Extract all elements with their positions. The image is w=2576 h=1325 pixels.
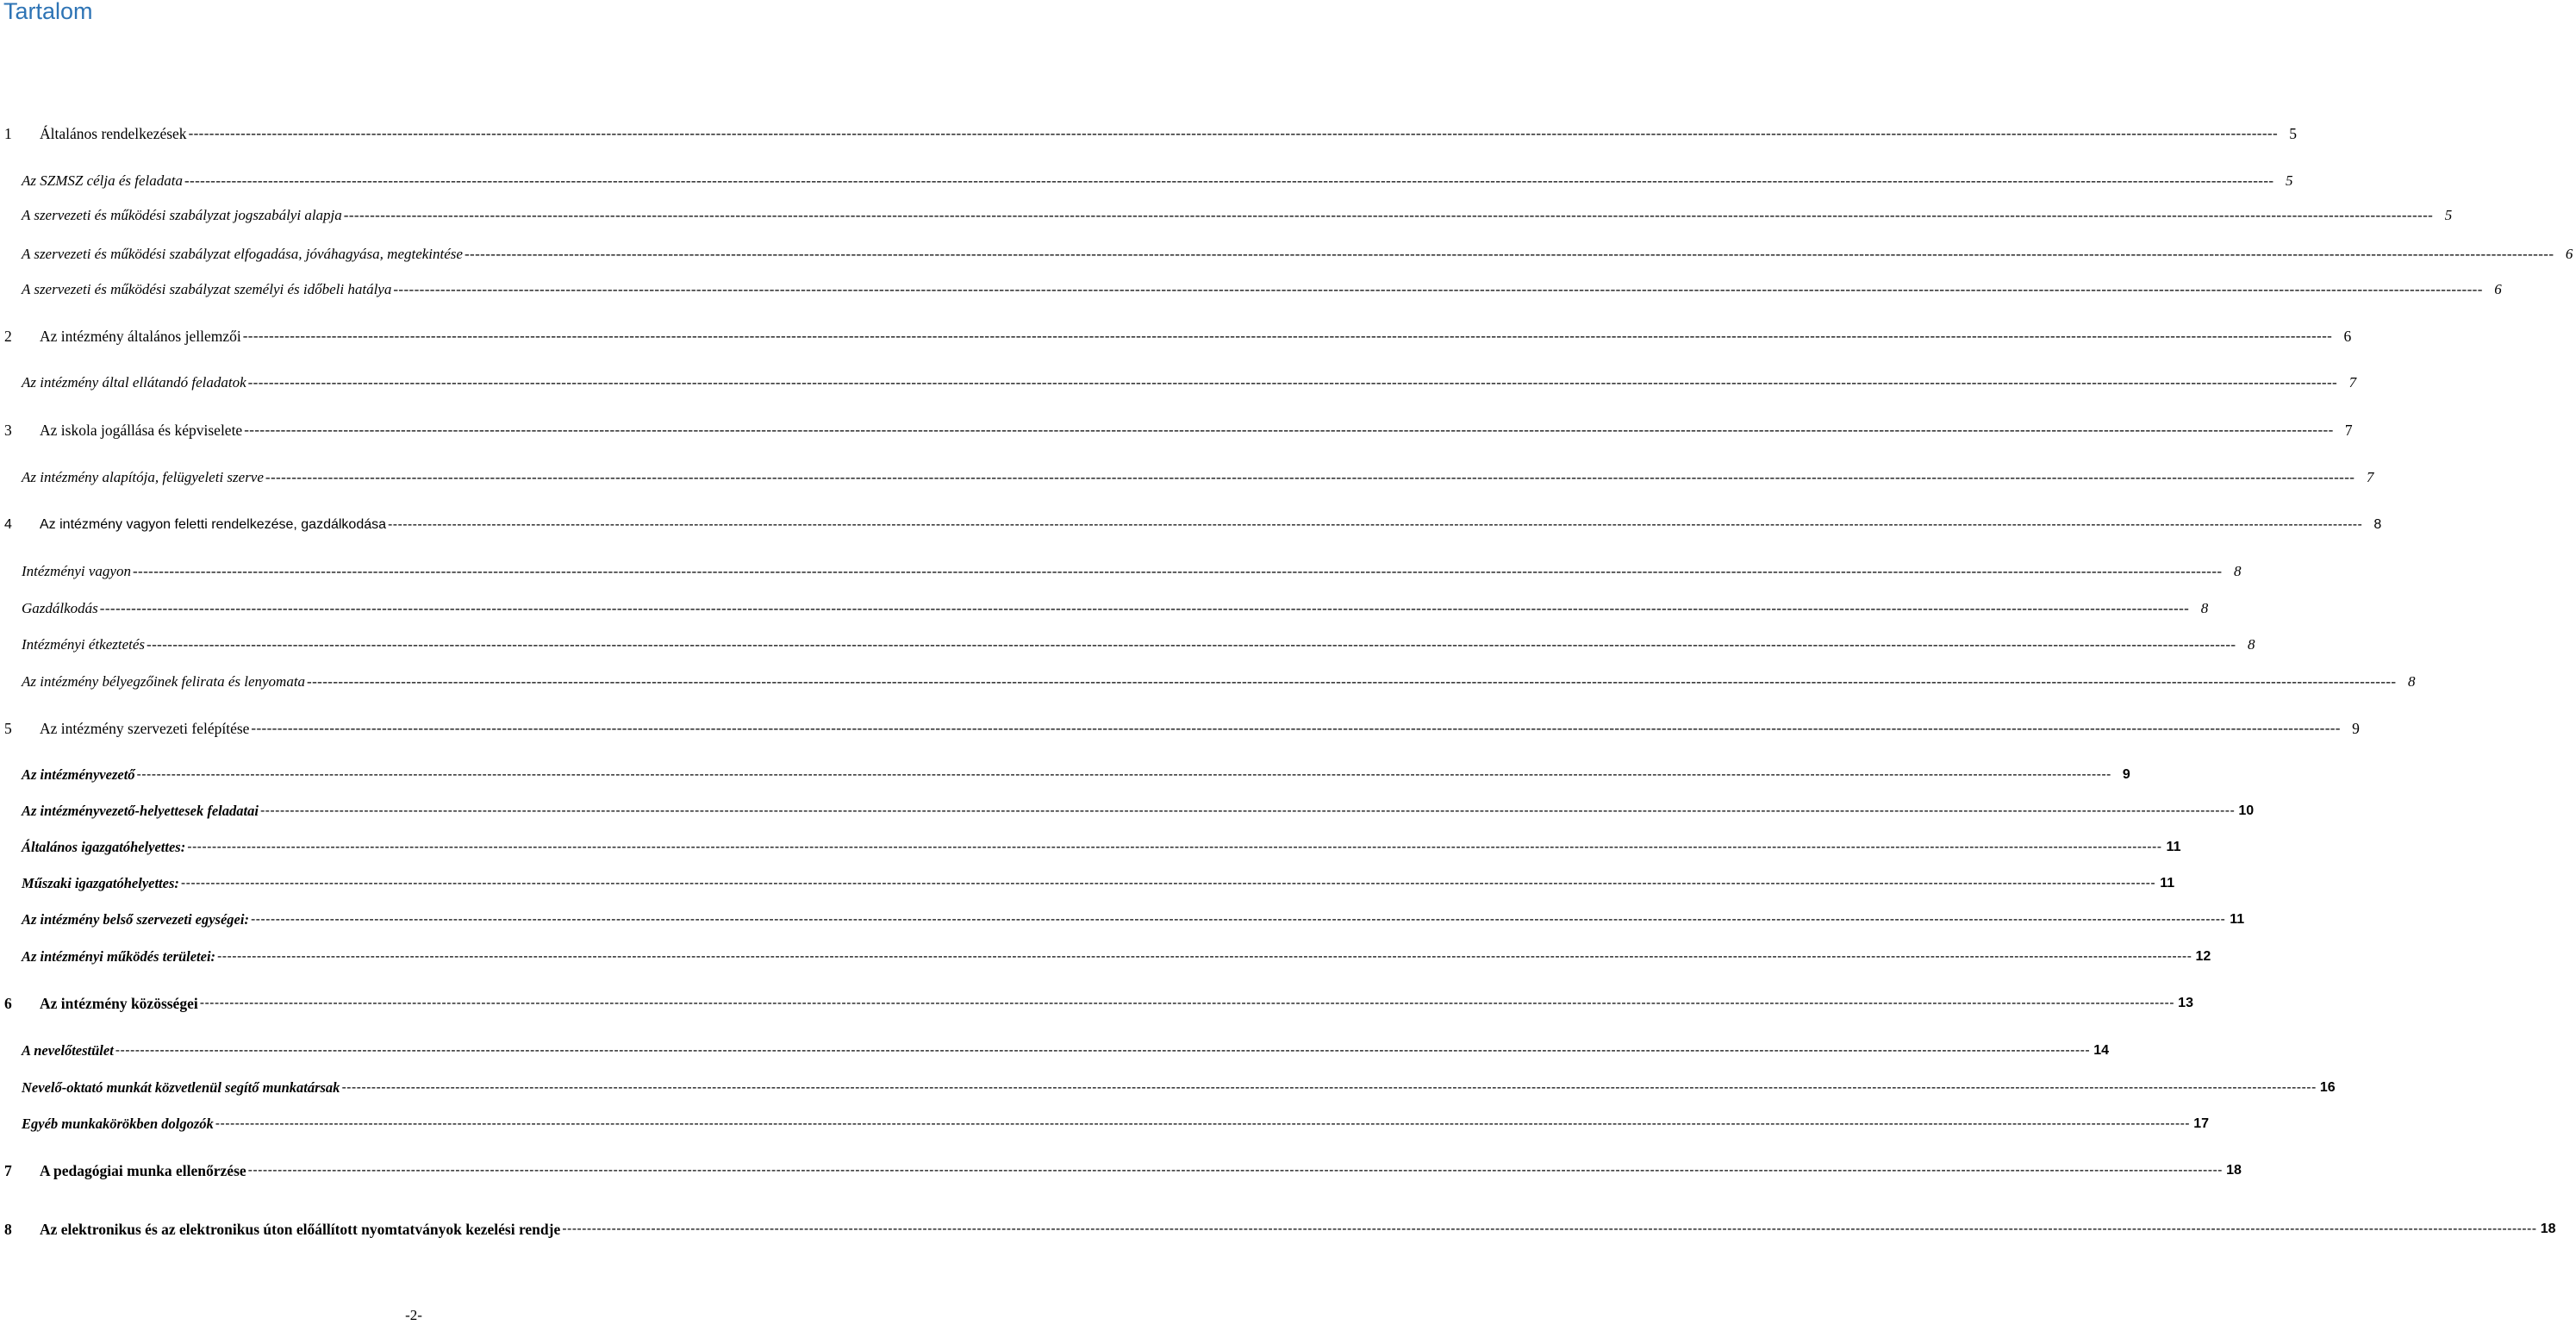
dot-leader: ----------------------------------------------------------------------------------------------------------------------------------------------------------------------------------------------------------------------------------------------------------------------------------------------------------------------------------------------------------------------------------------------------------------: [184, 172, 2274, 189]
dot-leader: ----------------------------------------------------------------------------------------------------------------------------------------------------------------------------------------------------------------------------------------------------------------------------------------------------------------------------------------------------------------------------------------------------------------: [180, 876, 2156, 891]
dot-leader: ----------------------------------------------------------------------------------------------------------------------------------------------------------------------------------------------------------------------------------------------------------------------------------------------------------------------------------------------------------------------------------------------------------------: [341, 1080, 2317, 1095]
toc-entry[interactable]: [0, 632, 2255, 658]
toc-entry[interactable]: [0, 241, 2573, 267]
toc-entry[interactable]: [0, 370, 2357, 396]
toc-entry-page: 10: [2238, 803, 2255, 818]
toc-entry[interactable]: [0, 1111, 2210, 1137]
toc-entry-number: 8: [4, 1220, 12, 1238]
toc-entry-page: 18: [2540, 1222, 2556, 1236]
dot-leader: ----------------------------------------------------------------------------------------------------------------------------------------------------------------------------------------------------------------------------------------------------------------------------------------------------------------------------------------------------------------------------------------------------------------: [199, 996, 2174, 1010]
toc-entry-number: 4: [4, 517, 12, 532]
dot-leader: ----------------------------------------------------------------------------------------------------------------------------------------------------------------------------------------------------------------------------------------------------------------------------------------------------------------------------------------------------------------------------------------------------------------: [187, 840, 2162, 854]
dot-leader: ----------------------------------------------------------------------------------------------------------------------------------------------------------------------------------------------------------------------------------------------------------------------------------------------------------------------------------------------------------------------------------------------------------------: [247, 374, 2338, 391]
toc-entry-page: 12: [2195, 949, 2211, 964]
toc-entry-number: 6: [4, 994, 12, 1012]
dot-leader: ----------------------------------------------------------------------------------------------------------------------------------------------------------------------------------------------------------------------------------------------------------------------------------------------------------------------------------------------------------------------------------------------------------------: [215, 1116, 2191, 1131]
toc-entry-label: Az intézmény belső szervezeti egységei:: [22, 911, 249, 928]
toc-entry-page: 6: [2494, 281, 2502, 297]
toc-entry-page: 16: [2319, 1080, 2336, 1095]
page-number-footer: -2-: [405, 1307, 422, 1323]
toc-entry-label: Az intézmény bélyegzőinek felirata és lenyomata: [22, 673, 306, 690]
toc-entry[interactable]: [0, 1038, 2110, 1064]
toc-entry[interactable]: [0, 716, 2360, 741]
toc-entry[interactable]: [0, 762, 2130, 788]
toc-entry-label: Az intézményvezető-helyettesek feladatai: [22, 803, 259, 819]
dot-leader: ----------------------------------------------------------------------------------------------------------------------------------------------------------------------------------------------------------------------------------------------------------------------------------------------------------------------------------------------------------------------------------------------------------------: [250, 912, 2226, 927]
dot-leader: ----------------------------------------------------------------------------------------------------------------------------------------------------------------------------------------------------------------------------------------------------------------------------------------------------------------------------------------------------------------------------------------------------------------: [136, 767, 2111, 782]
toc-entry-number: 1: [4, 124, 12, 142]
toc-entry[interactable]: [0, 907, 2245, 933]
toc-entry[interactable]: [0, 1158, 2242, 1184]
toc-entry[interactable]: [0, 168, 2293, 194]
toc-entry-label: A pedagógiai munka ellenőrzése: [40, 1161, 246, 1179]
dot-leader: ----------------------------------------------------------------------------------------------------------------------------------------------------------------------------------------------------------------------------------------------------------------------------------------------------------------------------------------------------------------------------------------------------------------: [132, 563, 2223, 579]
dot-leader: ----------------------------------------------------------------------------------------------------------------------------------------------------------------------------------------------------------------------------------------------------------------------------------------------------------------------------------------------------------------------------------------------------------------: [188, 125, 2279, 141]
toc-entry-page: 11: [2166, 840, 2181, 854]
toc-entry-label: Az intézmény szervezeti felépítése: [40, 719, 250, 737]
toc-entry-label: Gazdálkodás: [22, 600, 98, 616]
toc-entry-label: Nevelő-oktató munkát közvetlenül segítő munkatársak: [22, 1079, 340, 1096]
toc-entry-label: Műszaki igazgatóhelyettes:: [22, 875, 179, 891]
toc-entry-label: Az intézményi működés területei:: [22, 948, 216, 965]
toc-entry[interactable]: [0, 1075, 2336, 1101]
toc-entry-label: Az intézmény alapítója, felügyeleti szerve: [22, 469, 264, 485]
toc-entry-page: 11: [2160, 876, 2175, 891]
toc-entry-label: Általános igazgatóhelyettes:: [22, 839, 186, 855]
toc-entry-label: Az SZMSZ célja és feladata: [22, 172, 183, 189]
toc-entry-page: 18: [2226, 1163, 2242, 1178]
toc-title: Tartalom: [3, 0, 93, 24]
toc-entry-label: Az elektronikus és az elektronikus úton előállított nyomtatványok kezelési rendje: [40, 1220, 561, 1238]
toc-entry-page: 7: [2344, 421, 2353, 439]
toc-entry[interactable]: [0, 991, 2193, 1016]
toc-entry[interactable]: [0, 871, 2175, 897]
toc-entry-page: 7: [2366, 469, 2374, 485]
toc-entry-page: 5: [2289, 124, 2298, 142]
toc-entry-page: 9: [2352, 719, 2360, 737]
dot-leader: ----------------------------------------------------------------------------------------------------------------------------------------------------------------------------------------------------------------------------------------------------------------------------------------------------------------------------------------------------------------------------------------------------------------: [99, 600, 2190, 616]
toc-entry[interactable]: [0, 121, 2298, 147]
toc-entry[interactable]: [0, 944, 2211, 970]
toc-entry-label: Az intézményvezető: [22, 766, 135, 783]
dot-leader: ----------------------------------------------------------------------------------------------------------------------------------------------------------------------------------------------------------------------------------------------------------------------------------------------------------------------------------------------------------------------------------------------------------------: [217, 949, 2192, 964]
toc-entry[interactable]: [0, 596, 2209, 622]
toc-entry[interactable]: [0, 203, 2453, 228]
toc-entry[interactable]: [0, 417, 2353, 443]
toc-entry-label: Az intézmény általános jellemzői: [40, 327, 241, 345]
toc-entry-page: 6: [2343, 327, 2352, 345]
toc-entry-page: 8: [2200, 600, 2209, 616]
toc-entry-page: 7: [2348, 374, 2357, 391]
dot-leader: ----------------------------------------------------------------------------------------------------------------------------------------------------------------------------------------------------------------------------------------------------------------------------------------------------------------------------------------------------------------------------------------------------------------: [343, 207, 2434, 223]
toc-entry-page: 17: [2193, 1116, 2210, 1131]
toc-entry-label: Az intézmény közösségei: [40, 994, 198, 1012]
toc-entry-label: A szervezeti és működési szabályzat jogszabályi alapja: [22, 207, 342, 223]
toc-entry-page: 11: [2230, 912, 2245, 927]
toc-entry-number: 2: [4, 327, 12, 345]
toc-entry-label: Az iskola jogállása és képviselete: [40, 421, 243, 439]
toc-entry-page: 9: [2122, 767, 2130, 782]
dot-leader: ----------------------------------------------------------------------------------------------------------------------------------------------------------------------------------------------------------------------------------------------------------------------------------------------------------------------------------------------------------------------------------------------------------------: [562, 1222, 2537, 1236]
toc-entry-page: 5: [2285, 172, 2293, 189]
dot-leader: ----------------------------------------------------------------------------------------------------------------------------------------------------------------------------------------------------------------------------------------------------------------------------------------------------------------------------------------------------------------------------------------------------------------: [247, 1163, 2223, 1178]
dot-leader: ----------------------------------------------------------------------------------------------------------------------------------------------------------------------------------------------------------------------------------------------------------------------------------------------------------------------------------------------------------------------------------------------------------------: [115, 1043, 2091, 1058]
toc-entry-page: 8: [2233, 563, 2242, 579]
dot-leader: ----------------------------------------------------------------------------------------------------------------------------------------------------------------------------------------------------------------------------------------------------------------------------------------------------------------------------------------------------------------------------------------------------------------: [265, 469, 2355, 485]
toc-entry-page: 8: [2247, 636, 2255, 653]
toc-entry[interactable]: [0, 1216, 2556, 1242]
toc-entry[interactable]: [0, 559, 2242, 584]
toc-entry-number: 5: [4, 719, 12, 737]
toc-entry-label: Az intézmény vagyon feletti rendelkezése, gazdálkodása: [40, 517, 387, 532]
toc-entry[interactable]: [0, 798, 2255, 824]
toc-entry-page: 13: [2178, 996, 2193, 1010]
dot-leader: ----------------------------------------------------------------------------------------------------------------------------------------------------------------------------------------------------------------------------------------------------------------------------------------------------------------------------------------------------------------------------------------------------------------: [251, 720, 2341, 736]
toc-entry-label: Intézményi étkeztetés: [22, 636, 146, 653]
toc-entry[interactable]: [0, 465, 2374, 491]
toc-entry[interactable]: [0, 323, 2352, 349]
dot-leader: ----------------------------------------------------------------------------------------------------------------------------------------------------------------------------------------------------------------------------------------------------------------------------------------------------------------------------------------------------------------------------------------------------------------: [244, 422, 2334, 438]
toc-entry[interactable]: [0, 834, 2181, 860]
toc-entry[interactable]: [0, 669, 2416, 695]
toc-entry-page: 8: [2408, 673, 2416, 690]
dot-leader: ----------------------------------------------------------------------------------------------------------------------------------------------------------------------------------------------------------------------------------------------------------------------------------------------------------------------------------------------------------------------------------------------------------------: [307, 673, 2397, 690]
dot-leader: ----------------------------------------------------------------------------------------------------------------------------------------------------------------------------------------------------------------------------------------------------------------------------------------------------------------------------------------------------------------------------------------------------------------: [259, 803, 2236, 818]
toc-entry-page: 14: [2093, 1043, 2110, 1058]
toc-entry-label: A szervezeti és működési szabályzat elfogadása, jóváhagyása, megtekintése: [22, 246, 463, 262]
toc-entry-page: 8: [2373, 517, 2382, 532]
dot-leader: ----------------------------------------------------------------------------------------------------------------------------------------------------------------------------------------------------------------------------------------------------------------------------------------------------------------------------------------------------------------------------------------------------------------: [242, 328, 2333, 344]
toc-entry-page: 5: [2444, 207, 2453, 223]
toc-entry-number: 3: [4, 421, 12, 439]
toc-entry-label: Egyéb munkakörökben dolgozók: [22, 1116, 214, 1132]
toc-entry-number: 7: [4, 1161, 12, 1179]
toc-entry[interactable]: [0, 277, 2502, 303]
toc-entry-label: Az intézmény által ellátandó feladatok: [22, 374, 246, 391]
dot-leader: ----------------------------------------------------------------------------------------------------------------------------------------------------------------------------------------------------------------------------------------------------------------------------------------------------------------------------------------------------------------------------------------------------------------: [147, 636, 2236, 653]
dot-leader: ----------------------------------------------------------------------------------------------------------------------------------------------------------------------------------------------------------------------------------------------------------------------------------------------------------------------------------------------------------------------------------------------------------------: [464, 246, 2554, 262]
toc-entry[interactable]: [0, 512, 2382, 538]
toc-entry-label: A szervezeti és működési szabályzat személyi és időbeli hatálya: [22, 281, 392, 297]
toc-entry-page: 6: [2565, 246, 2573, 262]
dot-leader: ----------------------------------------------------------------------------------------------------------------------------------------------------------------------------------------------------------------------------------------------------------------------------------------------------------------------------------------------------------------------------------------------------------------: [393, 281, 2483, 297]
toc-entry-label: Általános rendelkezések: [40, 124, 187, 142]
toc-entry-label: A nevelőtestület: [22, 1042, 114, 1059]
dot-leader: ----------------------------------------------------------------------------------------------------------------------------------------------------------------------------------------------------------------------------------------------------------------------------------------------------------------------------------------------------------------------------------------------------------------: [388, 517, 2363, 532]
toc-entry-label: Intézményi vagyon: [22, 563, 131, 579]
